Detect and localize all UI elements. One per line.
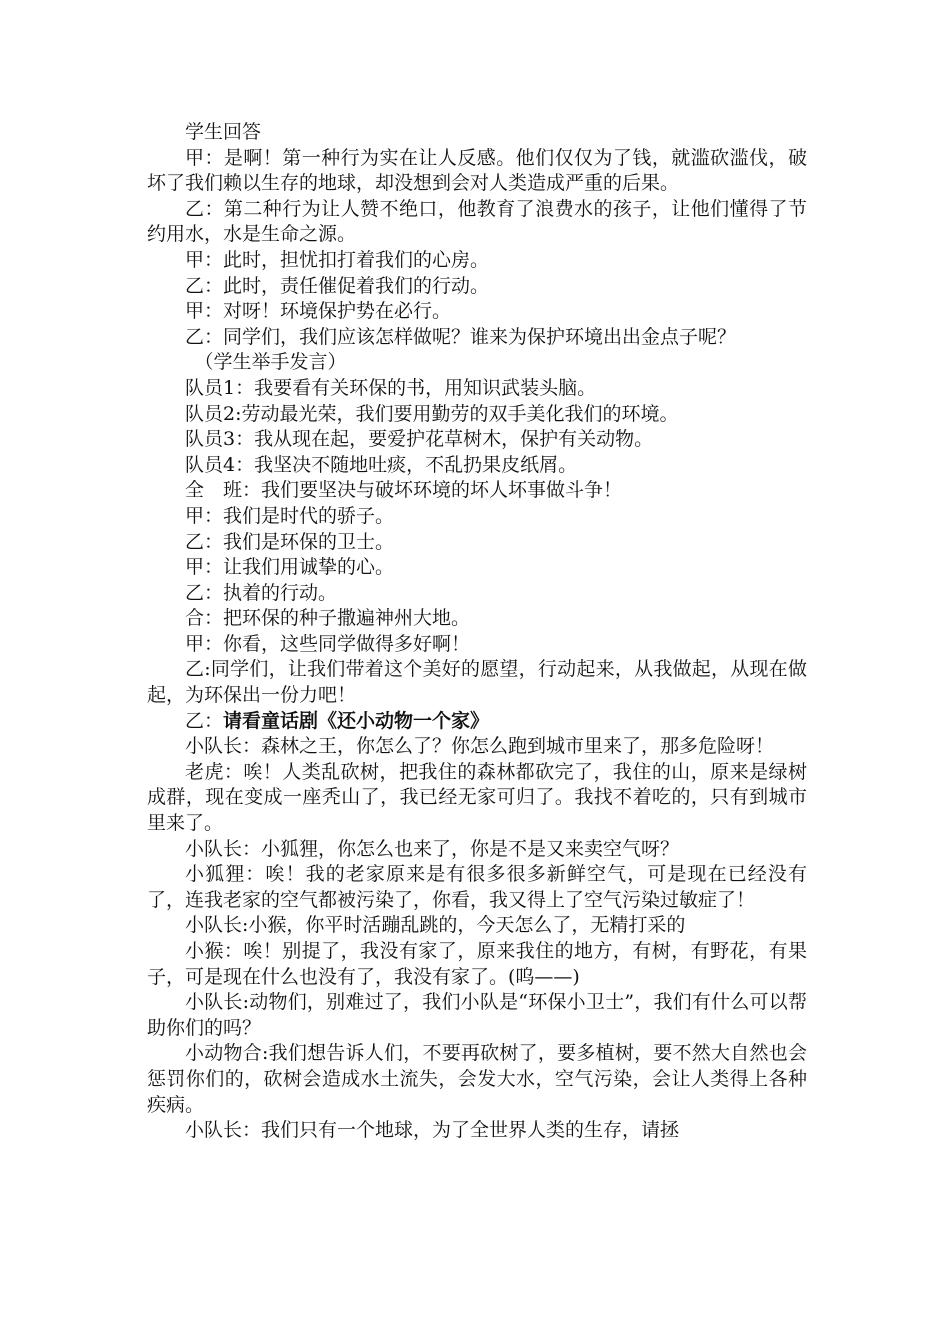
- paragraph: 乙：执着的行动。: [185, 581, 338, 604]
- paragraph: 小队长：我们只有一个地球，为了全世界人类的生存，请拯: [185, 1119, 680, 1142]
- speaker-label: 乙：: [185, 709, 224, 732]
- paragraph: 队员2:劳动最光荣，我们要用勤劳的双手美化我们的环境。: [185, 402, 679, 425]
- paragraph: 队员4：我坚决不随地吐痰，不乱扔果皮纸屑。: [185, 453, 578, 476]
- paragraph: 学生回答: [185, 121, 262, 143]
- paragraph: 小队长：小狐狸，你怎么也来了，你是不是又来卖空气呀？: [185, 837, 680, 860]
- paragraph: 甲：对呀！环境保护势在必行。: [185, 300, 452, 323]
- paragraph: 小队长:动物们，别难过了，我们小队是“环保小卫士”，我们有什么可以帮助你们的吗？: [147, 991, 807, 1039]
- paragraph: 乙：我们是环保的卫士。: [185, 530, 395, 553]
- paragraph: 小狐狸：唉！我的老家原来是有很多很多新鲜空气，可是现在已经没有了，连我老家的空气都被污染了，你看，我又得上了空气污染过敏症了！: [147, 863, 807, 911]
- paragraph: 队员3：我从现在起，要爱护花草树木，保护有关动物。: [185, 428, 654, 451]
- paragraph: 老虎：唉！人类乱砍树，把我住的森林都砍完了，我住的山，原来是绿树成群，现在变成一座秃山了，我已经无家可归了。我找不着吃的，只有到城市 里来了。: [147, 760, 807, 835]
- paragraph: 乙：第二种行为让人赞不绝口，他教育了浪费水的孩子，让他们懂得了节约用水，水是生命之源。: [147, 197, 807, 246]
- paragraph: 合：把环保的种子撒遍神州大地。: [185, 607, 471, 630]
- stage-direction: （学生举手发言）: [194, 351, 347, 374]
- paragraph: 乙：同学们，我们应该怎样做呢？谁来为保护环境出出金点子呢？: [185, 325, 737, 348]
- paragraph: 乙:同学们，让我们带着这个美好的愿望，行动起来，从我做起，从现在做起，为环保出一份力吧！: [147, 658, 807, 707]
- paragraph: 乙：此时，责任催促着我们的行动。: [185, 274, 490, 297]
- paragraph: 甲：让我们用诚挚的心。: [185, 556, 395, 579]
- paragraph: 队员1：我要看有关环保的书，用知识武装头脑。: [185, 376, 597, 399]
- document-body: [147, 120, 807, 1144]
- paragraph: 小队长:小猴，你平时活蹦乱跳的，今天怎么了，无精打采的: [185, 914, 686, 937]
- paragraph: 全 班：我们要坚决与破坏环境的坏人坏事做斗争！: [185, 479, 623, 502]
- paragraph: 小动物合:我们想告诉人们，不要再砍树了，要多植树，要不然大自然也会惩罚你们的，砍树会造成水土流失，会发大水，空气污染，会让人类得上各种疾病。: [147, 1042, 807, 1116]
- paragraph: 甲：此时，担忧扣打着我们的心房。: [185, 248, 490, 271]
- play-title: 请看童话剧《还小动物一个家》: [223, 709, 490, 732]
- paragraph: 甲：我们是时代的骄子。: [185, 504, 395, 527]
- paragraph: 小队长：森林之王，你怎么了？你怎么跑到城市里来了，那多危险呀！: [185, 735, 775, 758]
- play-title-paragraph: [147, 709, 807, 735]
- paragraph: 小猴：唉！别提了，我没有家了，原来我住的地方，有树，有野花，有果子，可是现在什么也没有了，我没有家了。(呜——): [147, 940, 807, 988]
- paragraph: 甲：是啊！第一种行为实在让人反感。他们仅仅为了钱，就滥砍滥伐，破坏了我们赖以生存的地球，却没想到会对人类造成严重的后果。: [147, 146, 807, 195]
- paragraph: 甲：你看，这些同学做得多好啊！: [185, 632, 471, 655]
